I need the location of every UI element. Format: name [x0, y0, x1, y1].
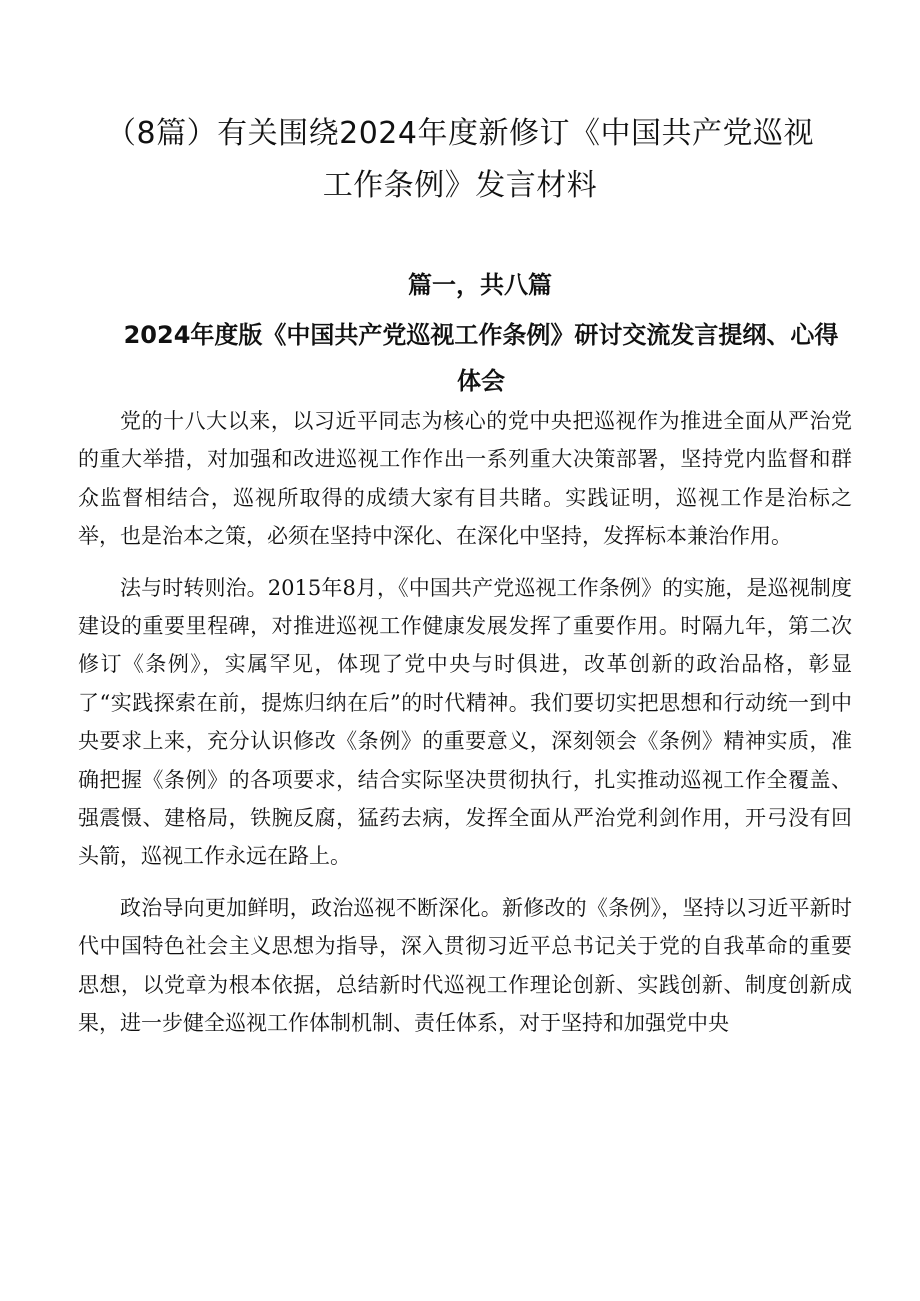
- paragraph: 党的十八大以来，以习近平同志为核心的党中央把巡视作为推进全面从严治党的重大举措，对加强和改进巡视工作作出一系列重大决策部署，坚持党内监督和群众监督相结合，巡视所取得的成绩大家有目共睹。实践证明，巡视工作是治标之举，也是治本之策，必须在坚持中深化、在深化中坚持，发挥标本兼治作用。: [78, 409, 852, 549]
- paragraph: 政治导向更加鲜明，政治巡视不断深化。新修改的《条例》，坚持以习近平新时代中国特色社会主义思想为指导，深入贯彻习近平总书记关于党的自我革命的重要思想，以党章为根本依据，总结新时代巡视工作理论创新、实践创新、制度创新成果，进一步健全巡视工作体制机制、责任体系，对于坚持和加强党中央: [78, 895, 852, 1036]
- document-body: [78, 402, 852, 1056]
- section-subheading: 2024年度版《中国共产党巡视工作条例》研讨交流发言提纲、心得体会: [123, 321, 839, 395]
- section-heading: 篇一，共八篇: [408, 271, 552, 299]
- paragraph: 法与时转则治。2015年8月，《中国共产党巡视工作条例》的实施，是巡视制度建设的重要里程碑，对推进巡视工作健康发展发挥了重要作用。时隔九年，第二次修订《条例》，实属罕见，体现了党中央与时俱进，改革创新的政治品格，彰显了“实践探索在前，提炼归纳在后”的时代精神。我们要切实把思想和行动统一到中央要求上来，充分认识修改《条例》的重要意义，深刻领会《条例》精神实质，准确把握《条例》的各项要求，结合实际坚决贯彻执行，扎实推动巡视工作全覆盖、强震慑、建格局，铁腕反腐，猛药去病，发挥全面从严治党利剑作用，开弓没有回头箭，巡视工作永远在路上。: [78, 575, 852, 869]
- document-title: （8篇）有关围绕2024年度新修订《中国共产党巡视工作条例》发言材料: [106, 116, 814, 203]
